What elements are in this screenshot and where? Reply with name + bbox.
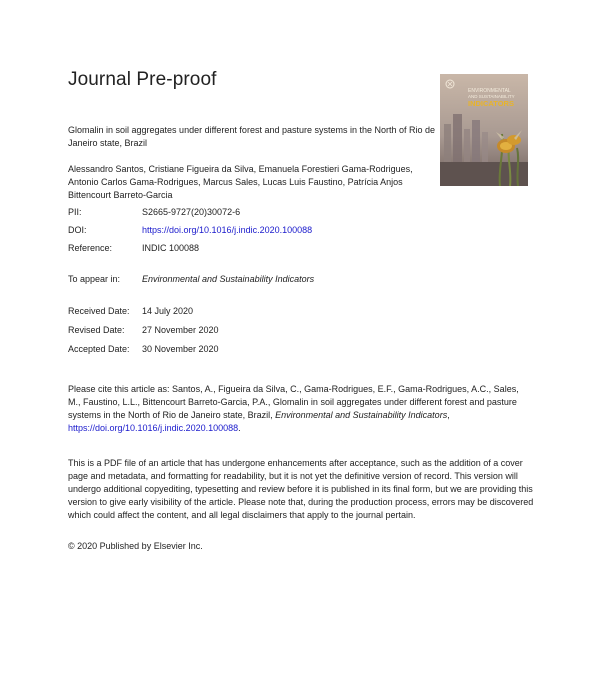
pii-value: S2665-9727(20)30072-6 <box>142 207 241 217</box>
journal-status-heading: Journal Pre-proof <box>68 69 217 90</box>
citation-paragraph <box>68 383 532 435</box>
pii-label: PII: <box>68 207 82 217</box>
received-date-value: 14 July 2020 <box>142 306 194 316</box>
article-authors: Alessandro Santos, Cristiane Figueira da Silva, Emanuela Forestieri Gama-Rodrigues, Antonio Carlos Gama-Rodrigues, Marcus Sales, Lucas Luis Faustino, Patrícia Anjos Bittencourt Barreto-Garcia <box>68 164 413 200</box>
accepted-date-label: Accepted Date: <box>68 344 130 354</box>
reference-value: INDIC 100088 <box>142 243 200 253</box>
citation-journal: Environmental and Sustainability Indicators <box>275 410 448 420</box>
citation-text: Please cite this article as: Santos, A., Figueira da Silva, C., Gama-Rodrigues, E.F., Gama-Rodrigues, A.C., Sales, M., Faustino, L.L., Bittencourt Barreto-Garcia, P.A., Glomalin in soil aggregates under different forest and pasture systems in the North of Rio de Janeiro state, Brazil, <box>68 384 519 420</box>
received-date-label: Received Date: <box>68 306 130 316</box>
revised-date-label: Revised Date: <box>68 325 125 335</box>
journal-cover-image <box>440 74 528 186</box>
appear-in-value: Environmental and Sustainability Indicators <box>142 274 315 284</box>
cover-journal-line2: AND SUSTAINABILITY <box>468 94 515 99</box>
doi-link[interactable]: https://doi.org/10.1016/j.indic.2020.100088 <box>142 225 313 235</box>
citation-doi-link[interactable]: https://doi.org/10.1016/j.indic.2020.100088 <box>68 423 239 433</box>
citation-end: . <box>238 423 241 433</box>
doi-label: DOI: <box>68 225 87 235</box>
cover-journal-line3: INDICATORS <box>468 99 514 108</box>
citation-separator: , <box>447 410 450 420</box>
cover-journal-line1: ENVIRONMENTAL <box>468 88 511 94</box>
accepted-date-value: 30 November 2020 <box>142 344 219 354</box>
cover-art <box>440 74 528 186</box>
revised-date-value: 27 November 2020 <box>142 325 219 335</box>
disclaimer-paragraph: This is a PDF file of an article that has undergone enhancements after acceptance, such as the addition of a cover page and metadata, and formatting for readability, but it is not yet the definitive version of record. This version will undergo additional copyediting, typesetting and review before it is published in its final form, but we are providing this version to give early visibility of the article. Please note that, during the production process, errors may be discovered which could affect the content, and all legal disclaimers that apply to the journal pertain. <box>68 458 534 520</box>
reference-label: Reference: <box>68 243 113 253</box>
copyright-notice: © 2020 Published by Elsevier Inc. <box>68 541 203 551</box>
appear-in-label: To appear in: <box>68 274 121 284</box>
article-title: Glomalin in soil aggregates under different forest and pasture systems in the North of Rio de Janeiro state, Brazil <box>68 125 436 148</box>
